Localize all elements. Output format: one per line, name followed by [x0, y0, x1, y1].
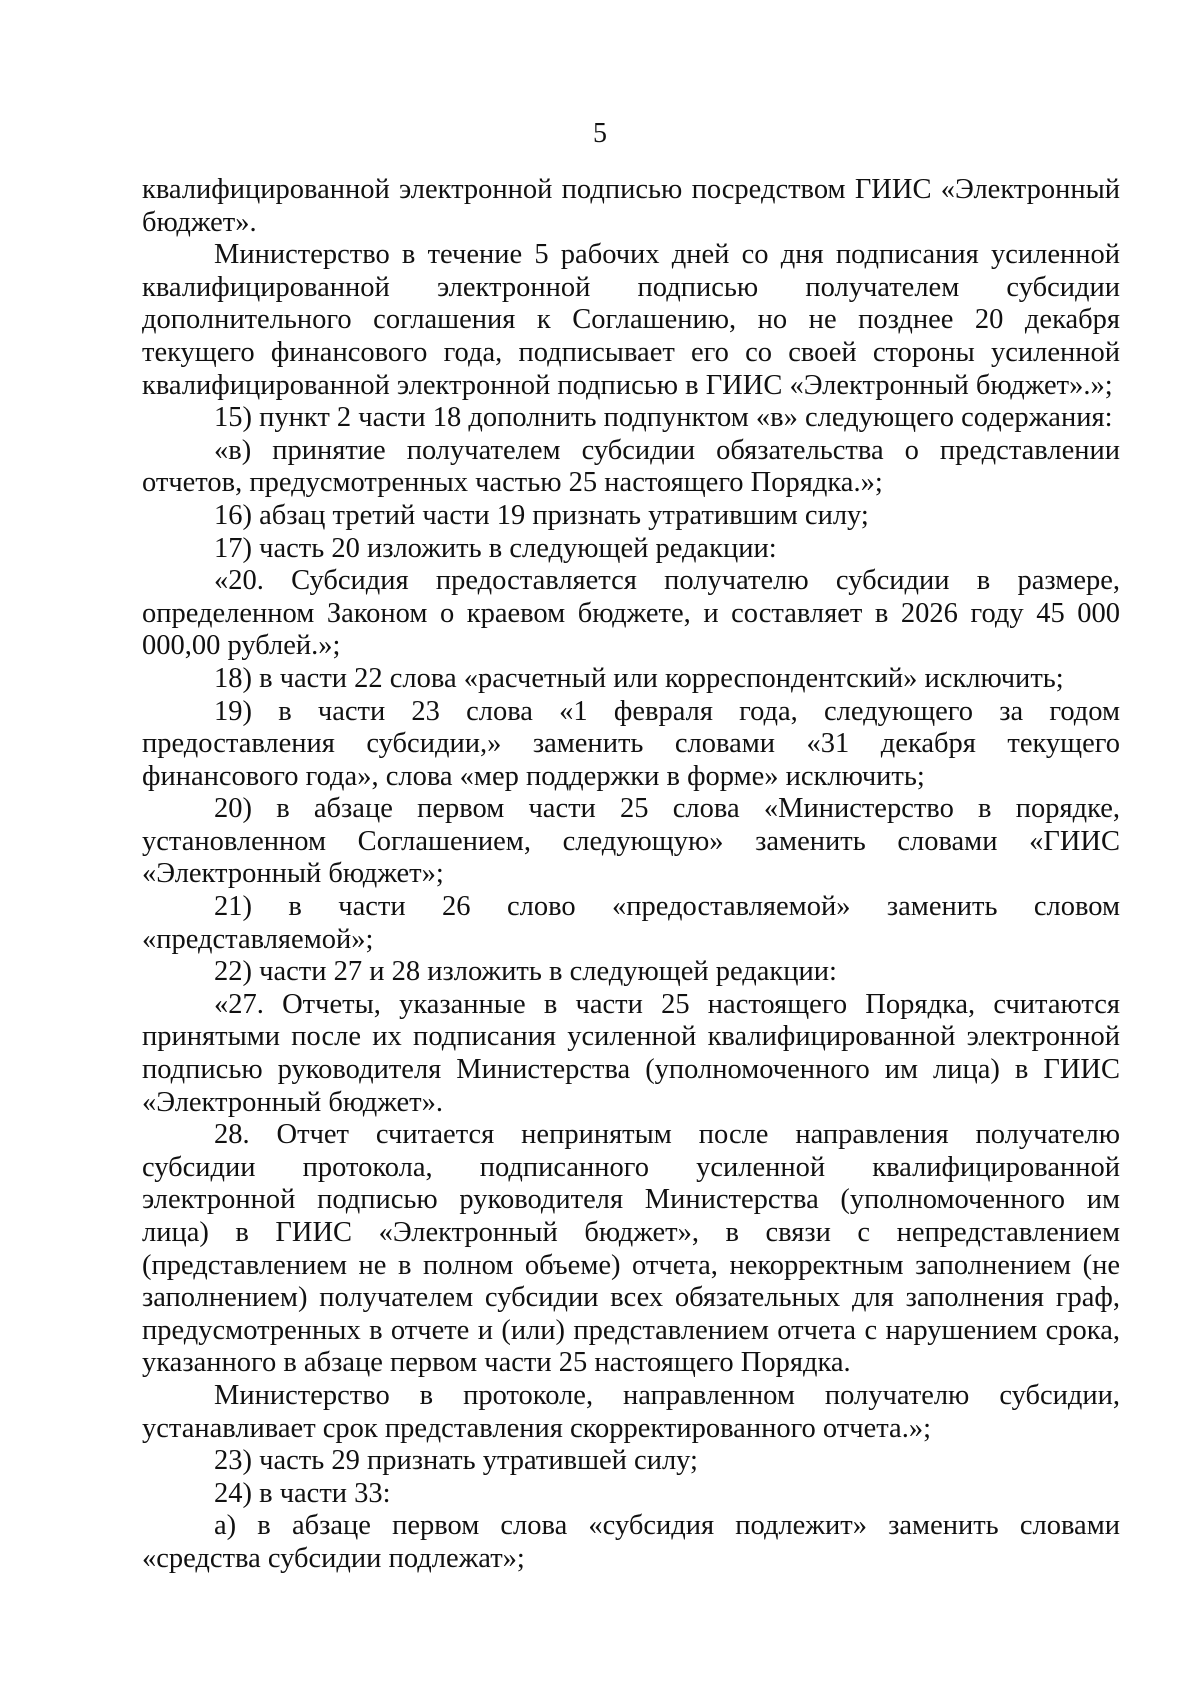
paragraph: 22) части 27 и 28 изложить в следующей редакции:: [214, 956, 837, 988]
paragraph: 20) в абзаце первом части 25 слова «Министерство в порядке, установленном Соглашением, следующую» заменить словами «ГИИС «Электронный бюджет»;: [142, 793, 1120, 890]
paragraph: «20. Субсидия предоставляется получателю субсидии в размере, определенном Законом о краевом бюджете, и составляет в 2026 году 45 000 000,00 рублей.»;: [142, 565, 1120, 662]
paragraph: 18) в части 22 слова «расчетный или корреспондентский» исключить;: [214, 662, 1064, 694]
paragraph: квалифицированной электронной подписью посредством ГИИС «Электронный бюджет».: [142, 174, 1120, 238]
paragraph: 16) абзац третий части 19 признать утратившим силу;: [214, 499, 869, 531]
paragraph: Министерство в протоколе, направленном получателю субсидии, устанавливает срок представления скорректированного отчета.»;: [142, 1379, 1120, 1444]
paragraph: 21) в части 26 слово «предоставляемой» заменить словом «представляемой»;: [142, 891, 1120, 955]
paragraph: 19) в части 23 слова «1 февраля года, следующего за годом предоставления субсидии,» заменить словами «31 декабря текущего финансового года», слова «мер поддержки в форме» исключить;: [142, 695, 1120, 792]
paragraph: 24) в части 33:: [214, 1477, 391, 1509]
paragraph: а) в абзаце первом слова «субсидия подлежит» заменить словами «средства субсидии подлежат»;: [142, 1510, 1120, 1574]
paragraph: «в) принятие получателем субсидии обязательства о представлении отчетов, предусмотренных частью 25 настоящего Порядка.»;: [142, 434, 1120, 499]
document-body: [142, 174, 1120, 1576]
paragraph: «27. Отчеты, указанные в части 25 настоящего Порядка, считаются принятыми после их подписания усиленной квалифицированной электронной подписью руководителя Министерства (уполномоченного им лица) в ГИИС «Электронный бюджет».: [142, 988, 1120, 1118]
page-number: 5: [593, 118, 607, 149]
paragraph: 23) часть 29 признать утратившей силу;: [214, 1445, 698, 1477]
paragraph: Министерство в течение 5 рабочих дней со дня подписания усиленной квалифицированной электронной подписью получателем субсидии дополнительного соглашения к Соглашению, но не позднее 20 декабря текущего финансового года, подписывает его со своей стороны усиленной квалифицированной электронной подписью в ГИИС «Электронный бюджет».»;: [142, 239, 1120, 401]
paragraph: 17) часть 20 изложить в следующей редакции:: [214, 532, 777, 564]
paragraph: 28. Отчет считается непринятым после направления получателю субсидии протокола, подписанного усиленной квалифицированной электронной подписью руководителя Министерства (уполномоченного им лица) в ГИИС «Электронный бюджет», в связи с непредставлением (представлением не в полном объеме) отчета, некорректным заполнением (не заполнением) получателем субсидии всех обязательных для заполнения граф, предусмотренных в отчете и (или) представлением отчета с нарушением срока, указанного в абзаце первом части 25 настоящего Порядка.: [142, 1119, 1120, 1379]
paragraph: 15) пункт 2 части 18 дополнить подпунктом «в» следующего содержания:: [214, 402, 1113, 434]
